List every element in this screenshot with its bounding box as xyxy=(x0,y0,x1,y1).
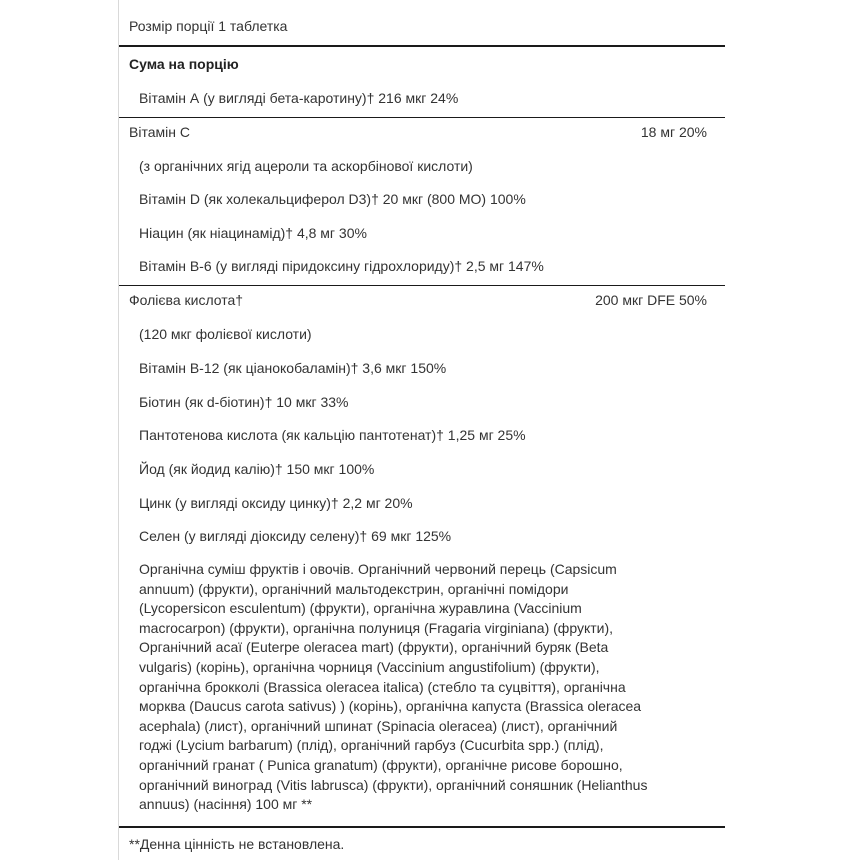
blend-line: морква (Daucus carota sativus) ) (корінь), органічна капуста (Brassica oleracea xyxy=(139,698,642,715)
nutrient-text: Ніацин (як ніацинамід)† 4,8 мг 30% xyxy=(139,225,367,241)
blend-line: годжі (Lycium barbarum) (плід), органічний гарбуз (Cucurbita spp.) (плід), xyxy=(139,737,604,754)
nutrient-text: Цинк (у вигляді оксиду цинку)† 2,2 мг 20% xyxy=(139,495,413,511)
nutrient-text: Вітамін D (як холекальциферол D3)† 20 мкг (800 МО) 100% xyxy=(139,191,526,207)
divider-thin xyxy=(119,285,725,286)
nutrient-amount: 200 мкг DFE 50% xyxy=(595,292,707,308)
nutrient-text: Вітамін В-12 (як ціанокобаламін)† 3,6 мкг 150% xyxy=(139,360,447,376)
blend-line: органічна брокколі (Brassica oleracea italica) (стебло та суцвіття), органічна xyxy=(139,678,626,695)
nutrient-source-text: (120 мкг фолієвої кислоти) xyxy=(139,326,312,342)
nutrient-source-text: (з органічних ягід ацероли та аскорбінової кислоти) xyxy=(139,158,473,174)
blend-line: органічний виноград (Vitis labrusca) (фрукти), органічний соняшник (Helianthus xyxy=(139,776,648,793)
per-serving-header: Сума на порцію xyxy=(129,56,239,72)
blend-line: macrocarpon) (фрукти), органічна полуниця (Fragaria virginiana) (фрукти), xyxy=(139,619,614,636)
nutrient-text: Вітамін В-6 (у вигляді піридоксину гідрохлориду)† 2,5 мг 147% xyxy=(139,258,544,274)
divider-thick xyxy=(119,45,725,47)
nutrient-text: Йод (як йодид калію)† 150 мкг 100% xyxy=(139,461,375,477)
blend-line: (Lycopersicon esculentum) (фрукти), органічна журавлина (Vaccinium xyxy=(139,600,582,617)
blend-line: annuum) (фрукти), органічний мальтодекстрин, органічні помідори xyxy=(139,580,569,597)
supplement-facts-panel xyxy=(118,0,725,860)
blend-line: vulgaris) (корінь), органічна чорниця (Vaccinium angustifolium) (фрукти), xyxy=(139,658,600,675)
blend-line: Органічний асаї (Euterpe oleracea mart) (фрукти), органічний буряк (Beta xyxy=(139,639,609,656)
nutrient-name: Фолієва кислота† xyxy=(129,292,244,308)
nutrient-text: Біотин (як d-біотин)† 10 мкг 33% xyxy=(139,394,349,410)
blend-line: Органічна суміш фруктів і овочів. Органічний червоний перець (Capsicum xyxy=(139,561,617,577)
divider-thin xyxy=(119,117,725,118)
blend-line: органічний гранат ( Punica granatum) (фрукти), органічне рисове борошно, xyxy=(139,756,623,773)
nutrient-name: Вітамін C xyxy=(129,124,190,140)
blend-line: annuus) (насіння) 100 мг ** xyxy=(139,796,313,813)
serving-size-text: Розмір порції 1 таблетка xyxy=(129,18,288,34)
nutrient-amount: 18 мг 20% xyxy=(640,124,707,140)
divider-thick xyxy=(119,826,725,828)
fruit-vegetable-blend xyxy=(129,560,719,815)
nutrient-text: Пантотенова кислота (як кальцію пантотенат)† 1,25 мг 25% xyxy=(139,427,526,443)
blend-line: acephala) (лист), органічний шпинат (Spinacia oleracea) (лист), органічний xyxy=(139,717,618,734)
nutrient-text: Селен (у вигляді діоксиду селену)† 69 мкг 125% xyxy=(139,528,452,544)
footnote: **Денна цінність не встановлена. xyxy=(129,836,345,852)
nutrient-text: Вітамін А (у вигляді бета-каротину)† 216 мкг 24% xyxy=(139,90,459,106)
